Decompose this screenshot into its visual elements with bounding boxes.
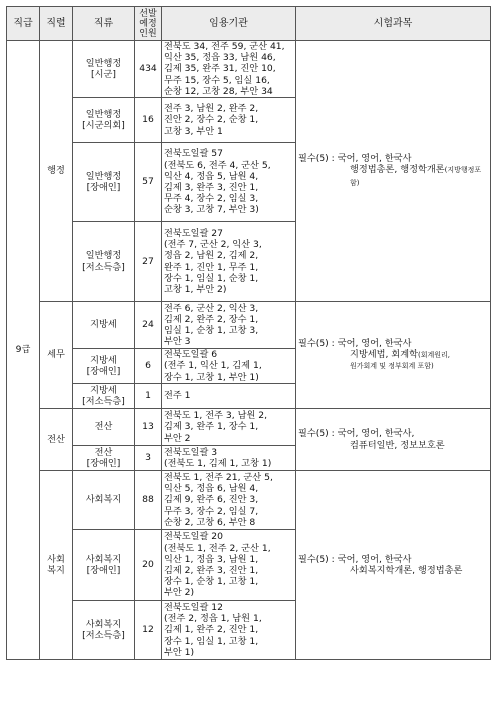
- subject-cell: [296, 471, 491, 660]
- job-cell: 지방세 [장애인]: [73, 349, 135, 384]
- table-row: [7, 41, 491, 98]
- count-cell: 13: [135, 409, 162, 446]
- agency-cell: 전주 6, 군산 2, 익산 3, 김제 2, 완주 2, 장수 1, 임실 1, 순창 1, 고창 3, 부안 3: [162, 302, 296, 349]
- job-cell: 일반행정 [시군]: [73, 41, 135, 98]
- agency-cell: 전북도 34, 전주 59, 군산 41, 익산 35, 정읍 33, 남원 46, 김제 35, 완주 31, 진안 10, 무주 15, 장수 5, 임실 16, 순창 12, 고창 28, 부안 34: [162, 41, 296, 98]
- agency-cell: 전북도 1, 전주 21, 군산 5, 익산 5, 정읍 6, 남원 4, 김제 9, 완주 6, 진안 3, 무주 3, 장수 2, 임실 7, 순창 2, 고창 6, 부안 8: [162, 471, 296, 530]
- subject-cell: [296, 409, 491, 471]
- agency-cell: 전북도일괄 12 (전주 2, 정읍 1, 남원 1, 김제 1, 완주 2, 진안 1, 장수 1, 임실 1, 고창 1, 부안 1): [162, 601, 296, 660]
- agency-cell: 전주 1: [162, 384, 296, 409]
- job-cell: 일반행정 [장애인]: [73, 143, 135, 222]
- subject-extra-text: 행정법총론, 행정학개론: [350, 164, 445, 176]
- header-row: [7, 7, 491, 41]
- job-cell: 전산 [장애인]: [73, 446, 135, 471]
- subject-extra: [298, 349, 488, 361]
- job-cell: 사회복지 [저소득층]: [73, 601, 135, 660]
- subject-cell: [296, 41, 491, 302]
- count-cell: 6: [135, 349, 162, 384]
- subject-required: 필수(5) : 국어, 영어, 한국사: [298, 153, 412, 165]
- header-planned: 선발 예정 인원: [135, 7, 162, 41]
- count-cell: 434: [135, 41, 162, 98]
- agency-cell: 전북도일괄 20 (전북도 1, 전주 2, 군산 1, 익산 1, 정읍 3, 남원 1, 김제 2, 완주 3, 진안 1, 장수 1, 순창 1, 고창 1, 부안 2): [162, 530, 296, 601]
- job-cell: 일반행정 [저소득층]: [73, 222, 135, 302]
- subject-extra: 컴퓨터일반, 정보보호론: [350, 439, 445, 451]
- count-cell: 20: [135, 530, 162, 601]
- agency-cell: 전북도 1, 전주 3, 남원 2, 김제 3, 완주 1, 장수 1, 부안 2: [162, 409, 296, 446]
- job-cell: 사회복지: [73, 471, 135, 530]
- header-subjects: 시험과목: [296, 7, 491, 41]
- job-cell: 지방세: [73, 302, 135, 349]
- job-cell: 지방세 [저소득층]: [73, 384, 135, 409]
- agency-cell: 전북도일괄 27 (전주 7, 군산 2, 익산 3, 정읍 2, 남원 2, 김제 2, 완주 1, 진안 1, 무주 1, 장수 1, 임실 1, 순창 1, 고창 1, 부안 2): [162, 222, 296, 302]
- count-cell: 3: [135, 446, 162, 471]
- subject-extra: 사회복지학개론, 행정법총론: [350, 565, 463, 577]
- series-cell: 전산: [40, 409, 73, 471]
- count-cell: 12: [135, 601, 162, 660]
- count-cell: 57: [135, 143, 162, 222]
- subject-note: (지방행정포함): [350, 166, 482, 187]
- subject-cell: [296, 302, 491, 409]
- count-cell: 24: [135, 302, 162, 349]
- count-cell: 88: [135, 471, 162, 530]
- series-cell: 세무: [40, 302, 73, 409]
- agency-cell: 전주 3, 남원 2, 완주 2, 진안 2, 장수 2, 순창 1, 고창 3, 부안 1: [162, 98, 296, 143]
- job-cell: 사회복지 [장애인]: [73, 530, 135, 601]
- header-agency: 임용기관: [162, 7, 296, 41]
- table-row: [7, 471, 491, 530]
- job-cell: 일반행정 [시군의회]: [73, 98, 135, 143]
- subject-extra: [298, 164, 488, 188]
- subject-note-2: 원가회계 및 정부회계 포함): [350, 362, 434, 371]
- subject-required: 필수(5) : 국어, 영어, 한국사: [298, 553, 412, 565]
- header-series: 직렬: [40, 7, 73, 41]
- subject-required: 필수(5) : 국어, 영어, 한국사: [298, 337, 412, 349]
- count-cell: 1: [135, 384, 162, 409]
- table-row: [7, 302, 491, 349]
- agency-cell: 전북도일괄 6 (전주 1, 익산 1, 김제 1, 장수 1, 고창 1, 부안 1): [162, 349, 296, 384]
- count-cell: 27: [135, 222, 162, 302]
- header-grade: 직급: [7, 7, 40, 41]
- agency-cell: 전북도일괄 57 (전북도 6, 전주 4, 군산 5, 익산 4, 정읍 5, 남원 4, 김제 3, 완주 3, 진안 1, 무주 4, 장수 2, 임실 3, 순창 3, 고창 7, 부안 3): [162, 143, 296, 222]
- table-row: [7, 409, 491, 446]
- agency-cell: 전북도일괄 3 (전북도 1, 김제 1, 고창 1): [162, 446, 296, 471]
- header-class: 직류: [73, 7, 135, 41]
- grade-cell: 9급: [7, 41, 40, 660]
- recruitment-table: [6, 6, 491, 660]
- series-cell: 사회 복지: [40, 471, 73, 660]
- count-cell: 16: [135, 98, 162, 143]
- subject-extra-text: 지방세법, 회계학: [350, 348, 418, 360]
- subject-required: 필수(5) : 국어, 영어, 한국사,: [298, 428, 415, 440]
- series-cell: 행정: [40, 41, 73, 302]
- subject-note: (회계원리,: [417, 350, 450, 359]
- job-cell: 전산: [73, 409, 135, 446]
